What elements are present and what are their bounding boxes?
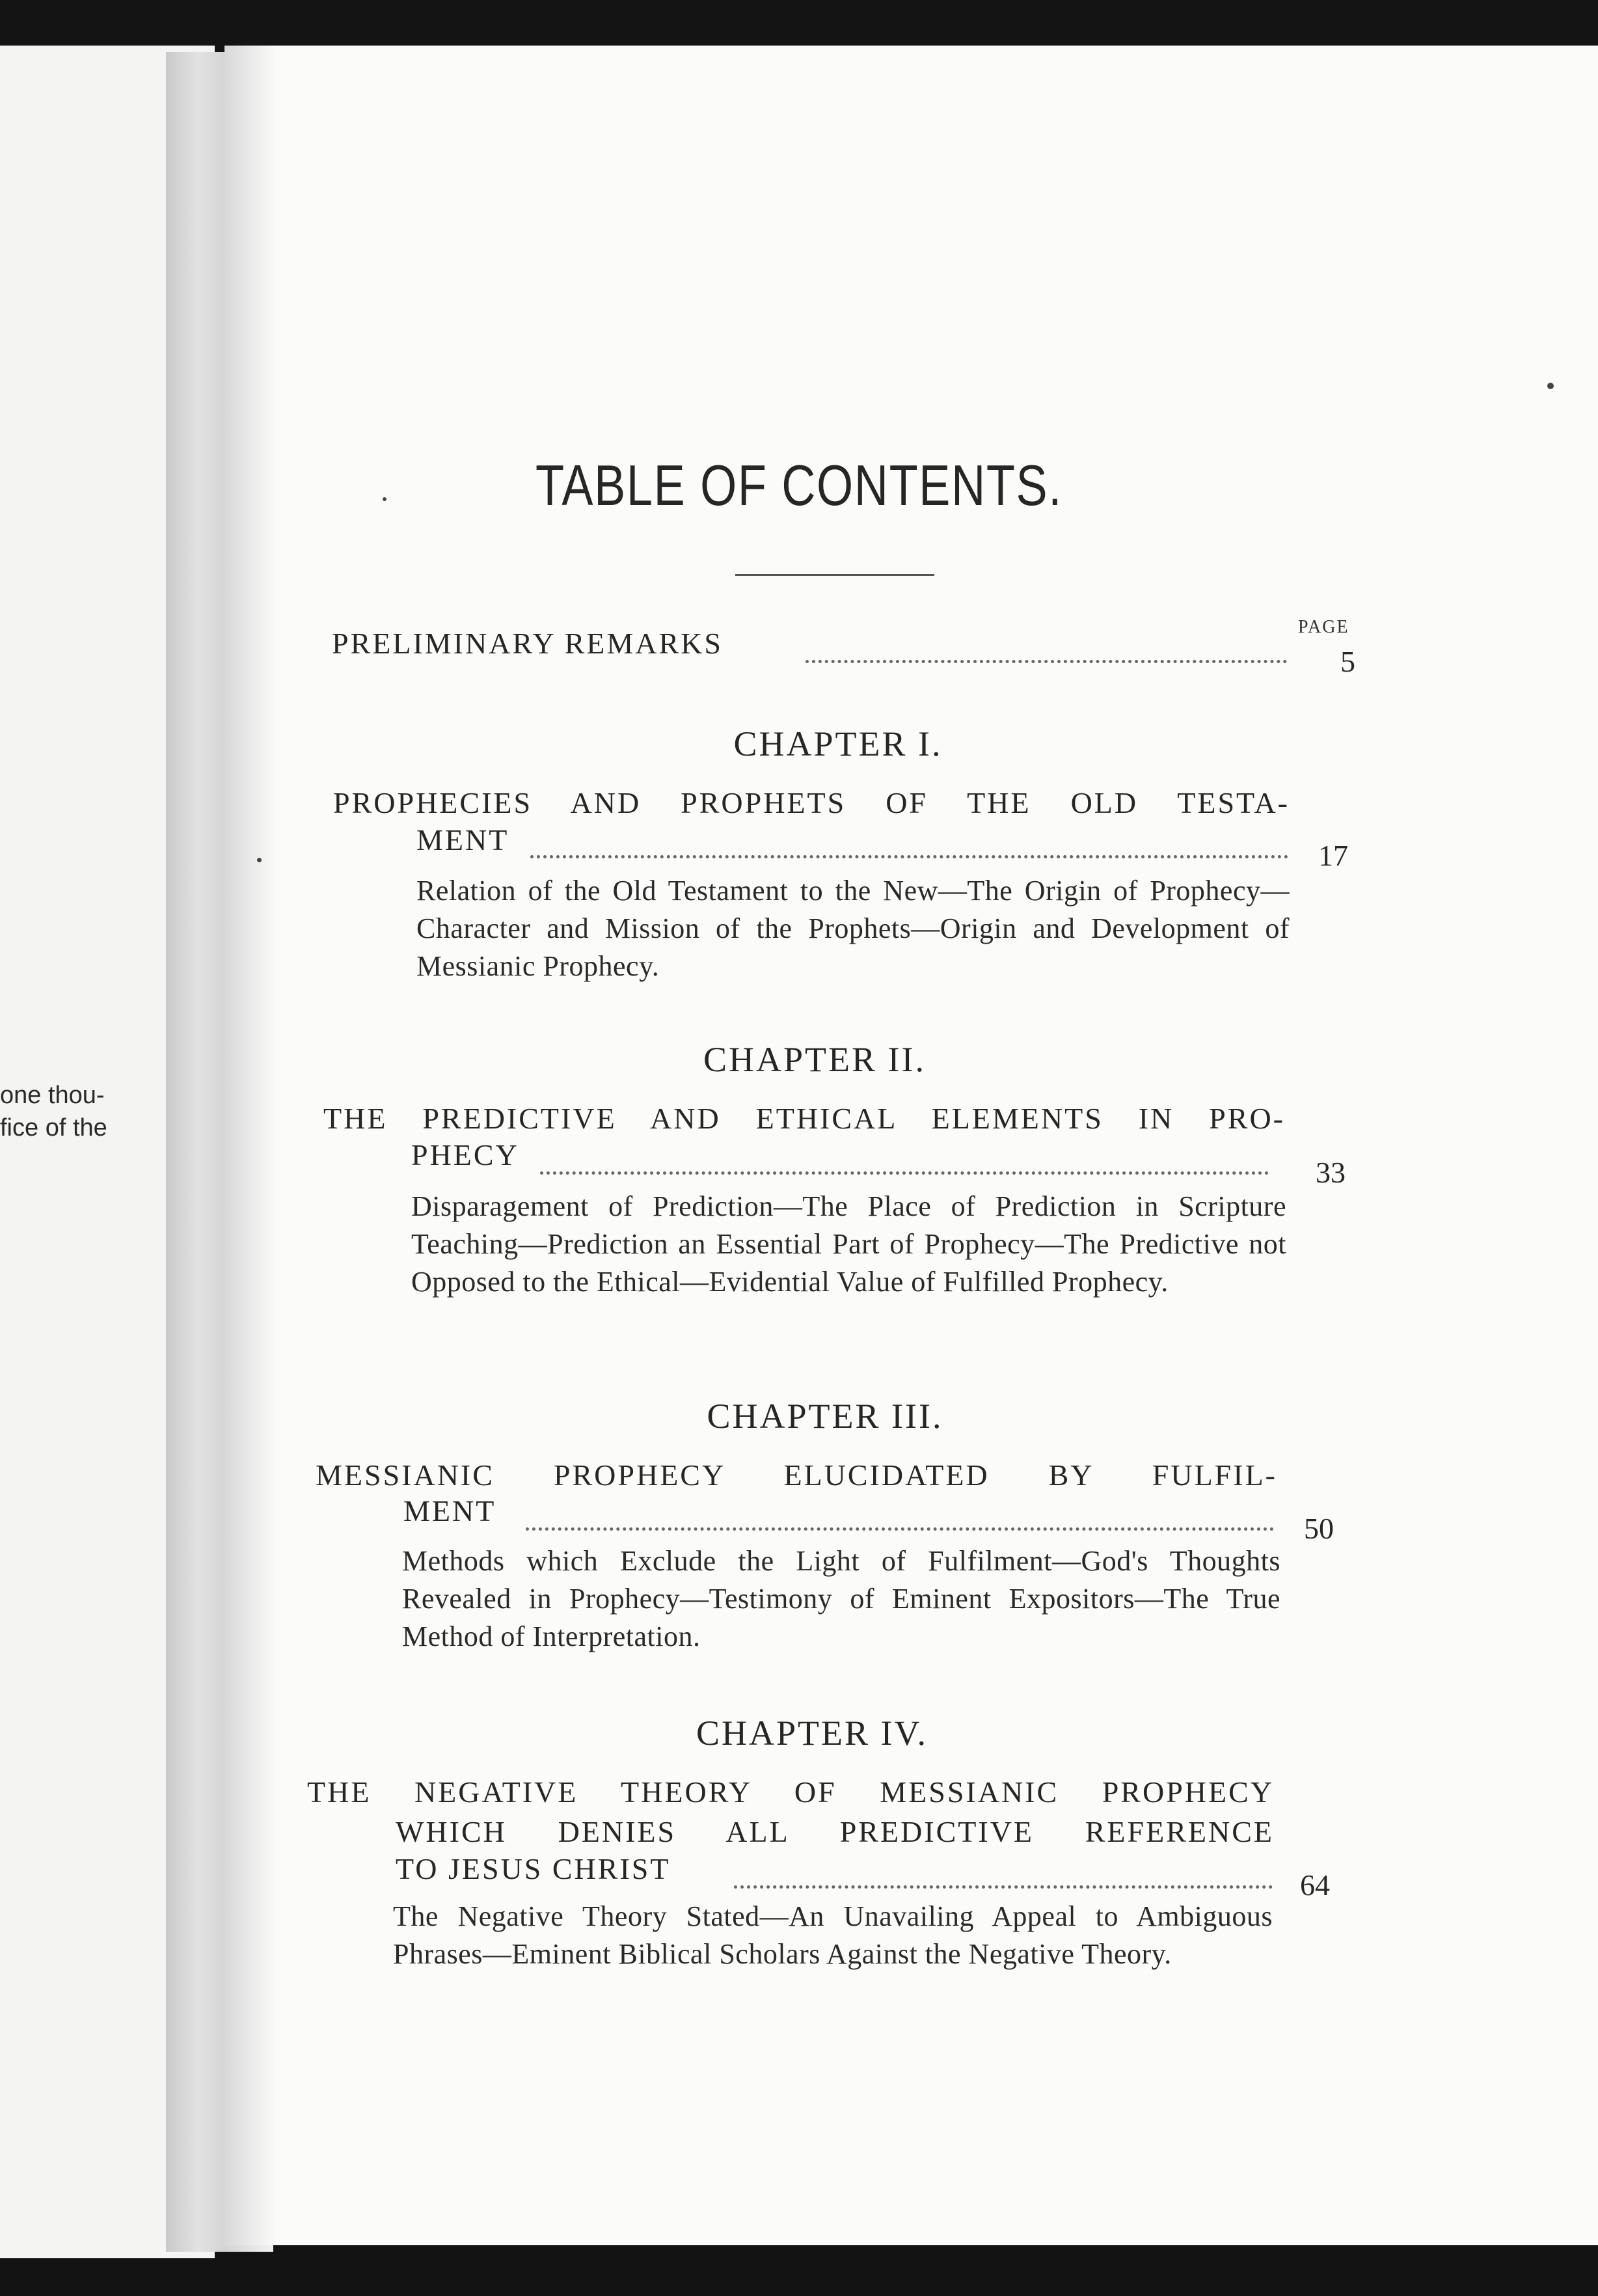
chapter-title-line: THE PREDICTIVE AND ETHICAL ELEMENTS IN PRO- xyxy=(323,1102,1285,1135)
chapter-title-line: MENT xyxy=(403,1494,496,1527)
dot-leader xyxy=(526,1527,1274,1531)
page-gutter-shadow xyxy=(224,46,277,2245)
chapter-summary: Disparagement of Prediction—The Place of Prediction in Scripture Teaching—Prediction an Essential Part of Prophecy—The Predictive not Opposed to the Ethical—Evidential Value of Fulfilled Prophecy. xyxy=(411,1190,1286,1298)
chapter-summary: Methods which Exclude the Light of Fulfilment—God's Thoughts Revealed in Prophecy—Testimony of Eminent Expositors—The True Method of Interpretation. xyxy=(402,1545,1280,1652)
dot-leader xyxy=(540,1171,1269,1175)
toc-entry-page-number: 50 xyxy=(1304,1512,1334,1545)
chapter-heading: CHAPTER I. xyxy=(733,724,943,763)
chapter-title-line: THE NEGATIVE THEORY OF MESSIANIC PROPHECY xyxy=(307,1775,1274,1809)
scan-speck xyxy=(383,497,386,501)
chapter-title-line: MESSIANIC PROPHECY ELUCIDATED BY FULFIL- xyxy=(316,1458,1277,1492)
toc-entry-preliminary-title: PRELIMINARY REMARKS xyxy=(332,627,723,660)
left-page-fragment: one thou- xyxy=(0,1082,105,1109)
toc-entry-page-number: 33 xyxy=(1316,1156,1346,1189)
toc-entry-page-number: 17 xyxy=(1318,839,1348,872)
chapter-summary: The Negative Theory Stated—An Unavailing Appeal to Ambiguous Phrases—Eminent Biblical Scholars Against the Negative Theory. xyxy=(393,1900,1273,1970)
chapter-title-line: PROPHECIES AND PROPHETS OF THE OLD TESTA- xyxy=(333,786,1290,819)
page-column-label: PAGE xyxy=(1298,617,1349,637)
chapter-heading: CHAPTER IV. xyxy=(696,1714,928,1753)
scan-speck xyxy=(1547,383,1554,389)
chapter-title-line: TO JESUS CHRIST xyxy=(396,1852,671,1885)
chapter-heading: CHAPTER II. xyxy=(703,1040,926,1079)
dot-leader xyxy=(530,855,1288,858)
page-title: TABLE OF CONTENTS. xyxy=(535,453,1063,517)
scan-speck xyxy=(257,858,262,862)
chapter-title-line: MENT xyxy=(416,823,509,856)
dot-leader xyxy=(806,660,1287,663)
title-divider xyxy=(735,574,934,576)
toc-entry-page-number: 5 xyxy=(1340,645,1355,678)
toc-entry-page-number: 64 xyxy=(1300,1868,1330,1902)
chapter-heading: CHAPTER III. xyxy=(707,1397,943,1436)
left-page-fragment: fice of the xyxy=(0,1114,107,1141)
chapter-title-line: WHICH DENIES ALL PREDICTIVE REFERENCE xyxy=(396,1815,1274,1848)
chapter-title-line: PHECY xyxy=(411,1138,519,1171)
dot-leader xyxy=(734,1885,1273,1889)
chapter-summary: Relation of the Old Testament to the New—The Origin of Prophecy—Character and Mission of the Prophets—Origin and Development of Messianic Prophecy. xyxy=(416,875,1290,982)
